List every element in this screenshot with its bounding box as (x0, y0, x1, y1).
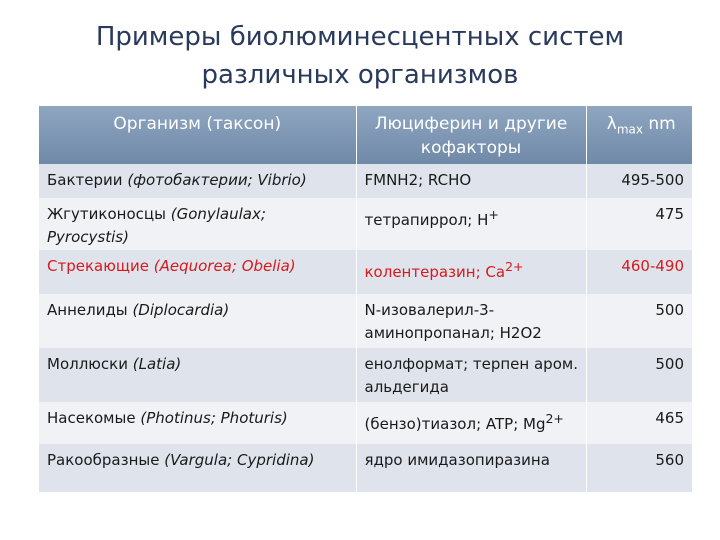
header-lambda (586, 106, 692, 164)
luciferin-cell (356, 348, 586, 402)
luciferin-cell (356, 444, 586, 492)
organism-taxon: (Diplocardia) (132, 301, 230, 319)
header-organism: Организм (таксон) (39, 106, 356, 164)
organism-cell (39, 250, 356, 294)
table-row (39, 348, 692, 402)
lambda-cell: 465 (586, 402, 692, 444)
lambda-cell: 500 (586, 348, 692, 402)
organism-name: Насекомые (47, 409, 136, 427)
luciferin-text: енолформат; терпен аром. альдегида (364, 355, 578, 396)
organism-taxon: (Photinus; Photuris) (140, 409, 288, 427)
luciferin-superscript: 2+ (545, 411, 564, 426)
lambda-cell: 495-500 (586, 164, 692, 198)
organism-name: Стрекающие (47, 257, 149, 275)
organism-taxon: (Gonylaulax; Pyrocystis) (47, 205, 266, 246)
luciferin-cell (356, 402, 586, 444)
lambda-cell: 475 (586, 198, 692, 250)
header-luciferin: Люциферин и другие кофакторы (356, 106, 586, 164)
organism-name: Ракообразные (47, 451, 160, 469)
luciferin-text: ядро имидазопиразина (364, 451, 550, 469)
slide-title (0, 18, 720, 94)
lambda-cell: 500 (586, 294, 692, 348)
luciferin-cell (356, 164, 586, 198)
luciferin-cell (356, 294, 586, 348)
organism-cell (39, 294, 356, 348)
luciferin-cell (356, 198, 586, 250)
luciferin-text: (бензо)тиазол; ATP; Mg (364, 415, 546, 433)
lambda-subscript: max (616, 122, 643, 137)
organism-taxon: (Aequorea; Obelia) (153, 257, 296, 275)
organism-name: Жгутиконосцы (47, 205, 166, 223)
luciferin-text: FMNH2; RCHO (364, 171, 472, 189)
organism-name: Бактерии (47, 171, 123, 189)
luciferin-text: N-изовалерил-3-аминопропанал; H2O2 (364, 301, 542, 342)
lambda-cell: 560 (586, 444, 692, 492)
luciferin-superscript: 2+ (505, 259, 524, 274)
organism-cell (39, 348, 356, 402)
organism-cell (39, 402, 356, 444)
luciferin-text: тетрапиррол; H (364, 211, 489, 229)
organism-name: Моллюски (47, 355, 128, 373)
title-line-1: Примеры биолюминесцентных систем (95, 22, 625, 52)
table-row (39, 402, 692, 444)
organism-name: Аннелиды (47, 301, 128, 319)
title-line-2: различных организмов (201, 60, 519, 90)
organism-cell (39, 444, 356, 492)
luciferin-text: колентеразин; Ca (364, 263, 506, 281)
table-header-row (39, 106, 692, 164)
table-row (39, 294, 692, 348)
lambda-cell: 460-490 (586, 250, 692, 294)
organism-taxon: (Latia) (132, 355, 182, 373)
table-row (39, 250, 692, 294)
luciferin-cell (356, 250, 586, 294)
table-row (39, 198, 692, 250)
organism-taxon: (Vargula; Cypridina) (164, 451, 315, 469)
organism-cell (39, 164, 356, 198)
lambda-symbol: λ (606, 114, 617, 134)
bioluminescence-table (39, 106, 692, 492)
table-row (39, 164, 692, 198)
luciferin-superscript: + (488, 207, 499, 222)
table-row (39, 444, 692, 492)
lambda-unit: nm (642, 114, 676, 134)
organism-cell (39, 198, 356, 250)
organism-taxon: (фотобактерии; Vibrio) (127, 171, 307, 189)
